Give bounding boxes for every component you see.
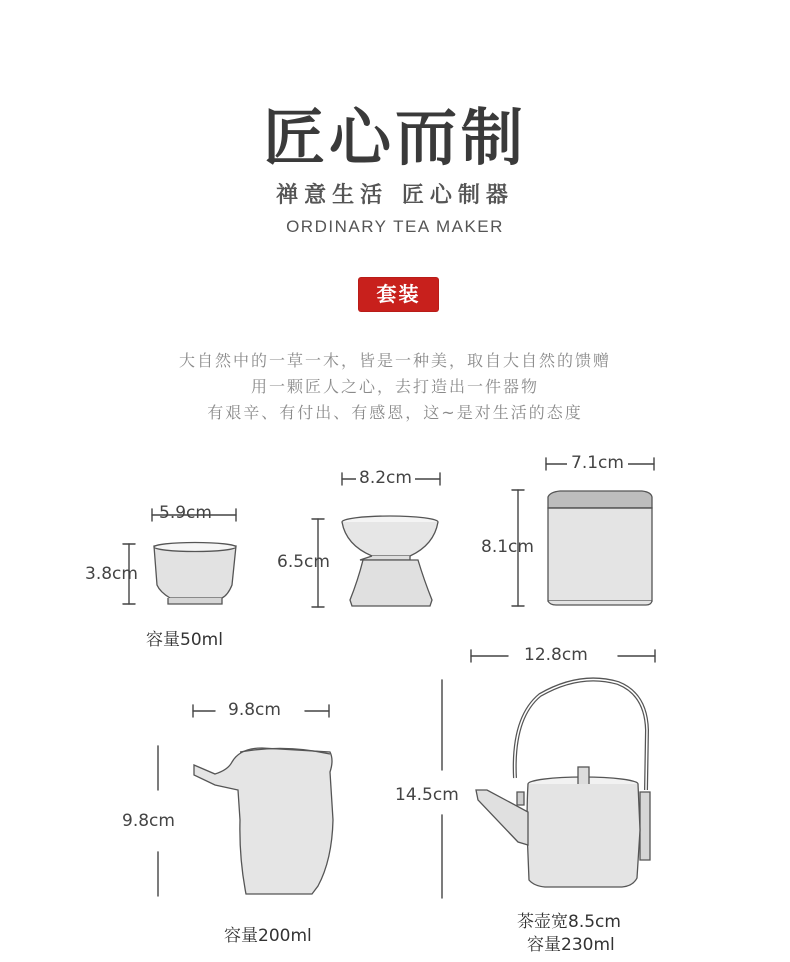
description-line: 用一颗匠人之心，去打造出一件器物	[250, 377, 539, 396]
description-line: 大自然中的一草一木，皆是一种美，取自大自然的馈赠	[178, 351, 611, 370]
teapot-height-label: 14.5cm	[395, 785, 459, 805]
teapot-width-label: 12.8cm	[524, 645, 588, 665]
cup-capacity-label: 容量50ml	[146, 630, 223, 650]
teapot-drawing	[476, 679, 650, 887]
page-title: 匠心而制	[262, 101, 527, 174]
strainer-width-label: 8.2cm	[356, 468, 415, 488]
pitcher-height-label: 9.8cm	[122, 811, 175, 831]
set-badge: 套装	[359, 278, 438, 311]
teapot-capacity-label: 容量230ml	[527, 935, 615, 955]
cup-height-label: 3.8cm	[85, 564, 138, 584]
tea-cup-drawing	[154, 543, 236, 605]
tea-canister-drawing	[548, 491, 652, 605]
english-tagline: ORDINARY TEA MAKER	[286, 217, 504, 236]
canister-height-label: 8.1cm	[481, 537, 534, 557]
canister-width-label: 7.1cm	[567, 453, 628, 473]
pitcher-capacity-label: 容量200ml	[224, 926, 312, 946]
pitcher-drawing	[194, 748, 333, 894]
page-subtitle: 禅意生活 匠心制器	[276, 183, 514, 208]
description-line: 有艰辛、有付出、有感恩，这~是对生活的态度	[207, 403, 583, 422]
strainer-height-label: 6.5cm	[277, 552, 330, 572]
pitcher-width-label: 9.8cm	[228, 700, 281, 720]
teapot-pot-width-label: 茶壶宽8.5cm	[517, 912, 621, 932]
tea-strainer-drawing	[342, 516, 438, 606]
cup-width-label: 5.9cm	[159, 503, 212, 523]
